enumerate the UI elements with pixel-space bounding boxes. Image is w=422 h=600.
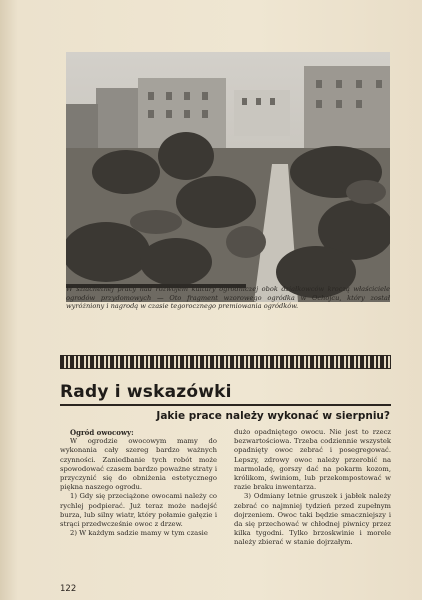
heading-rule: [60, 404, 391, 406]
garden-photo-icon: [66, 52, 390, 302]
garden-photo: [66, 52, 390, 302]
paragraph: 3) Odmiany letnie gruszek i jabłek należy zebrać co najmniej tydzień przed zupełnym dojrzeniem. Owoc taki będzie smaczniejszy i da się przechować w chłodnej piwnicy przez kilka tygodni. Tylko brzoskwinie i morele należy zbierać w stanie dojrzałym.: [234, 492, 391, 547]
ornamental-divider: [60, 355, 391, 369]
page-number: 122: [60, 584, 77, 594]
left-column: [60, 428, 217, 538]
section-heading: Rady i wskazówki: [60, 382, 232, 402]
section-title: Ogród owocowy:: [70, 428, 134, 437]
right-column: [234, 428, 391, 548]
paragraph: 2) W każdym sadzie mamy w tym czasie: [70, 529, 208, 538]
photo-caption: W szlachetnej pracy nad rozwojem kultury ogrodniczej obok działkowców kroczą właściciele ogrodów przydomowych — Oto fragment wzorowego ogródka w Ochojcu, który został wyróżniony i nagrodą w czasie tegorocznego premiowania ogródków.: [66, 285, 390, 311]
article-subheading: Jakie prace należy wykonać w sierpniu?: [156, 410, 390, 422]
paragraph: 1) Gdy się przeciążone owocami należy co rychlej podpierać. Już teraz może nadejść burza, lub silny wiatr, który połamie gałęzie i strąci przedwcześnie owoc z drzew.: [60, 492, 217, 529]
paragraph: dużo opadniętego owocu. Nie jest to rzecz bezwartościowa. Trzeba codziennie wszystek opadnięty owoc zebrać i posegregować. Lepszy, zdrowy owoc należy przerobić na marmoladę, gorszy dać na pokarm kozom, królikom, świniom, lub przekompostować w razie braku inwentarza.: [234, 428, 391, 492]
paragraph: W ogrodzie owocowym mamy do wykonania cały szereg bardzo ważnych czynności. Zaniedbanie tych robót może spowodować czasem bardzo poważne straty i przyczynić się do obniżenia estetycznego piękna naszego ogrodu.: [60, 437, 217, 492]
